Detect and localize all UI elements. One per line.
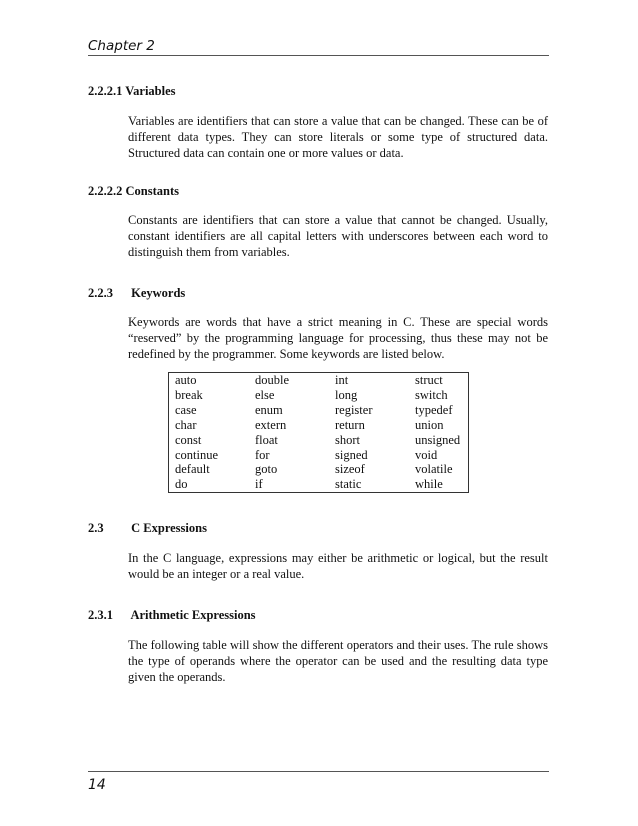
table-cell: typedef xyxy=(415,402,453,417)
table-cell: break xyxy=(175,387,203,402)
table-cell: unsigned xyxy=(415,432,461,447)
heading-c-expressions xyxy=(88,521,207,536)
paragraph-c-expressions: In the C language, expressions may either be arithmetic or logical, but the result would be an integer or a real value. xyxy=(128,551,548,581)
heading-keywords xyxy=(88,286,185,301)
table-cell: sizeof xyxy=(335,462,365,477)
section-title: Variables xyxy=(125,84,176,98)
page-number: 14 xyxy=(88,777,106,793)
section-number: 2.2.3 xyxy=(88,286,113,300)
table-row xyxy=(169,462,469,477)
table-cell: char xyxy=(175,417,197,432)
table-row xyxy=(169,403,469,418)
table-cell: switch xyxy=(415,387,448,402)
section-title: C Expressions xyxy=(131,521,207,535)
section-number: 2.3 xyxy=(88,521,104,535)
page-header xyxy=(88,38,549,56)
table-cell: case xyxy=(175,402,197,417)
table-cell: return xyxy=(335,417,365,432)
section-title: Keywords xyxy=(131,286,186,300)
table-cell: long xyxy=(335,387,358,402)
table-cell: auto xyxy=(175,373,197,387)
table-cell: goto xyxy=(255,462,278,477)
section-number: 2.2.2.2 xyxy=(88,184,123,198)
section-title: Arithmetic Expressions xyxy=(130,608,256,622)
chapter-title: Chapter 2 xyxy=(88,38,155,54)
paragraph-constants: Constants are identifiers that can store a value that cannot be changed. Usually, constant identifiers are all capital letters with underscores between each word to distinguish them from variables. xyxy=(128,213,548,259)
paragraph-keywords: Keywords are words that have a strict meaning in C. These are special words “reserved” by the programming language for processing, thus these may not be redefined by the programmer. Some keywords are listed below. xyxy=(128,315,548,361)
table-row xyxy=(169,477,469,492)
table-cell: double xyxy=(255,373,290,387)
heading-variables xyxy=(88,84,176,99)
table-cell: register xyxy=(335,402,373,417)
table-cell: union xyxy=(415,417,444,432)
paragraph-variables: Variables are identifiers that can store a value that can be changed. These can be of different data types. They can store literals or some type of structured data. Structured data can contain one or more values or data. xyxy=(128,114,548,160)
table-cell: extern xyxy=(255,417,287,432)
heading-arithmetic-expressions xyxy=(88,608,256,623)
table-cell: if xyxy=(255,477,263,492)
page-footer xyxy=(88,771,549,793)
heading-constants xyxy=(88,184,179,199)
section-number: 2.3.1 xyxy=(88,608,113,622)
table-cell: for xyxy=(255,447,270,462)
keywords-table xyxy=(168,372,469,493)
table-row xyxy=(169,388,469,403)
table-row xyxy=(169,433,469,448)
table-cell: default xyxy=(175,462,210,477)
table-cell: void xyxy=(415,447,438,462)
section-number: 2.2.2.1 xyxy=(88,84,123,98)
table-cell: volatile xyxy=(415,462,453,477)
table-cell: signed xyxy=(335,447,368,462)
table-cell: do xyxy=(175,477,188,492)
table-cell: int xyxy=(335,373,349,387)
table-cell: continue xyxy=(175,447,219,462)
table-cell: const xyxy=(175,432,202,447)
section-title: Constants xyxy=(125,184,179,198)
table-cell: enum xyxy=(255,402,283,417)
table-row xyxy=(169,373,469,388)
table-row xyxy=(169,418,469,433)
table-cell: short xyxy=(335,432,360,447)
paragraph-arithmetic-expressions: The following table will show the different operators and their uses. The rule shows the type of operands where the operator can be used and the resulting data type given the operands. xyxy=(128,638,548,684)
table-cell: static xyxy=(335,477,362,492)
table-cell: else xyxy=(255,387,275,402)
table-row xyxy=(169,448,469,463)
table-cell: float xyxy=(255,432,278,447)
table-cell: while xyxy=(415,477,443,492)
table-cell: struct xyxy=(415,373,443,387)
